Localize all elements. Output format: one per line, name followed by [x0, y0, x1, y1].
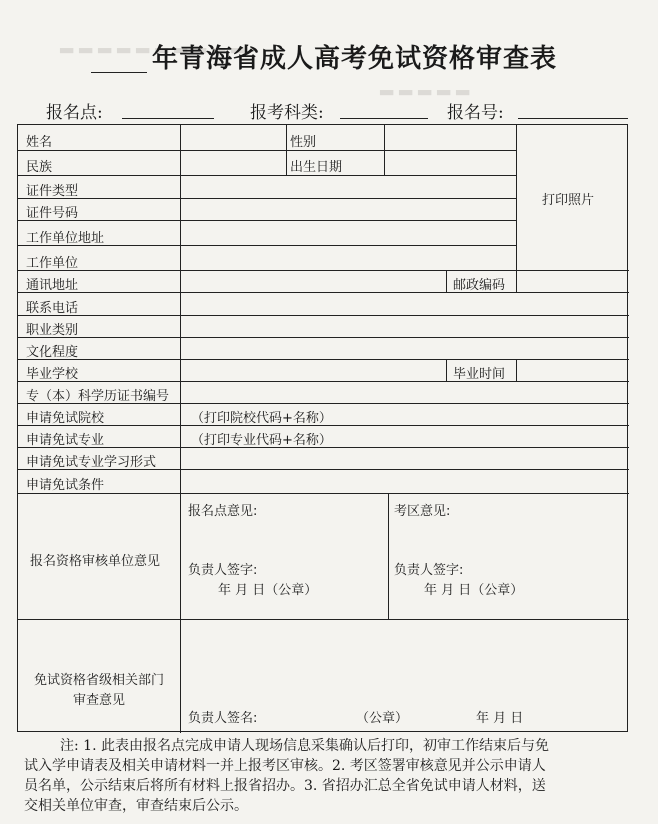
- footnote-line: 交相关单位审查，审查结束后公示。: [24, 798, 248, 814]
- apply-condition-label: 申请免试条件: [26, 478, 105, 493]
- review-form-table: [17, 124, 628, 732]
- subject-label: 报考科类:: [250, 103, 324, 123]
- bleed-through-text: ▂ ▂ ▂ ▂ ▂ ▂ ▂ ▂ ▂ ▂: [60, 34, 245, 54]
- birth-date-label: 出生日期: [290, 160, 343, 175]
- occupation-label: 职业类别: [26, 323, 79, 338]
- site-blank: [122, 118, 214, 119]
- site-signature-label: 负责人签字:: [188, 563, 258, 578]
- diploma-number-label: 专（本）科学历证书编号: [26, 389, 170, 404]
- graduate-school-label: 毕业学校: [26, 367, 79, 382]
- year-blank: [91, 72, 147, 73]
- district-signature-label: 负责人签字:: [394, 563, 464, 578]
- postal-code-label: 邮政编码: [453, 278, 506, 293]
- site-opinion-label: 报名点意见:: [188, 504, 258, 519]
- site-date-stamp: 年 月 日（公章）: [218, 583, 318, 598]
- number-label: 报名号:: [447, 103, 504, 123]
- province-opinion-label-2: 审查意见: [72, 693, 125, 708]
- bleed-through-text: ▂ ▂ ▂ ▂ ▂: [380, 76, 470, 96]
- province-date: 年 月 日: [476, 711, 524, 726]
- footnote-line: 试入学申请表及相关申请材料一并上报考区审核。2. 考区签署审核意见并公示申请人: [24, 758, 546, 774]
- district-opinion-label: 考区意见:: [394, 504, 451, 519]
- ethnicity-label: 民族: [26, 160, 53, 175]
- footnote-line: 员名单，公示结束后将所有材料上报省招办。3. 省招办汇总全省免试申请人材料，送: [24, 778, 546, 794]
- apply-college-hint: （打印院校代码+名称）: [191, 411, 332, 426]
- phone-label: 联系电话: [26, 301, 79, 316]
- number-blank: [518, 118, 628, 119]
- photo-placeholder: 打印照片: [542, 193, 595, 208]
- footnote-line: 注: 1. 此表由报名点完成申请人现场信息采集确认后打印，初审工作结束后与免: [60, 738, 549, 754]
- id-number-label: 证件号码: [26, 206, 79, 221]
- gender-label: 性别: [290, 135, 317, 150]
- province-stamp: （公章）: [356, 711, 409, 726]
- graduate-time-label: 毕业时间: [453, 367, 506, 382]
- province-signature-label: 负责人签名:: [188, 711, 258, 726]
- province-opinion-label-1: 免试资格省级相关部门: [33, 673, 164, 688]
- apply-major-hint: （打印专业代码+名称）: [191, 433, 332, 448]
- id-type-label: 证件类型: [26, 184, 79, 199]
- site-label: 报名点:: [46, 103, 103, 123]
- employer-label: 工作单位: [26, 256, 79, 271]
- district-date-stamp: 年 月 日（公章）: [424, 583, 524, 598]
- education-label: 文化程度: [26, 345, 79, 360]
- apply-college-label: 申请免试院校: [26, 411, 105, 426]
- apply-major-label: 申请免试专业: [26, 433, 105, 448]
- name-label: 姓名: [26, 135, 53, 150]
- mail-address-label: 通讯地址: [26, 278, 79, 293]
- work-address-label: 工作单位地址: [26, 231, 105, 246]
- unit-opinion-label: 报名资格审核单位意见: [30, 554, 161, 569]
- apply-mode-label: 申请免试专业学习形式: [26, 455, 157, 470]
- page-title: 年青海省成人高考免试资格审查表: [152, 44, 558, 74]
- subject-blank: [340, 118, 428, 119]
- footnote: [24, 736, 636, 816]
